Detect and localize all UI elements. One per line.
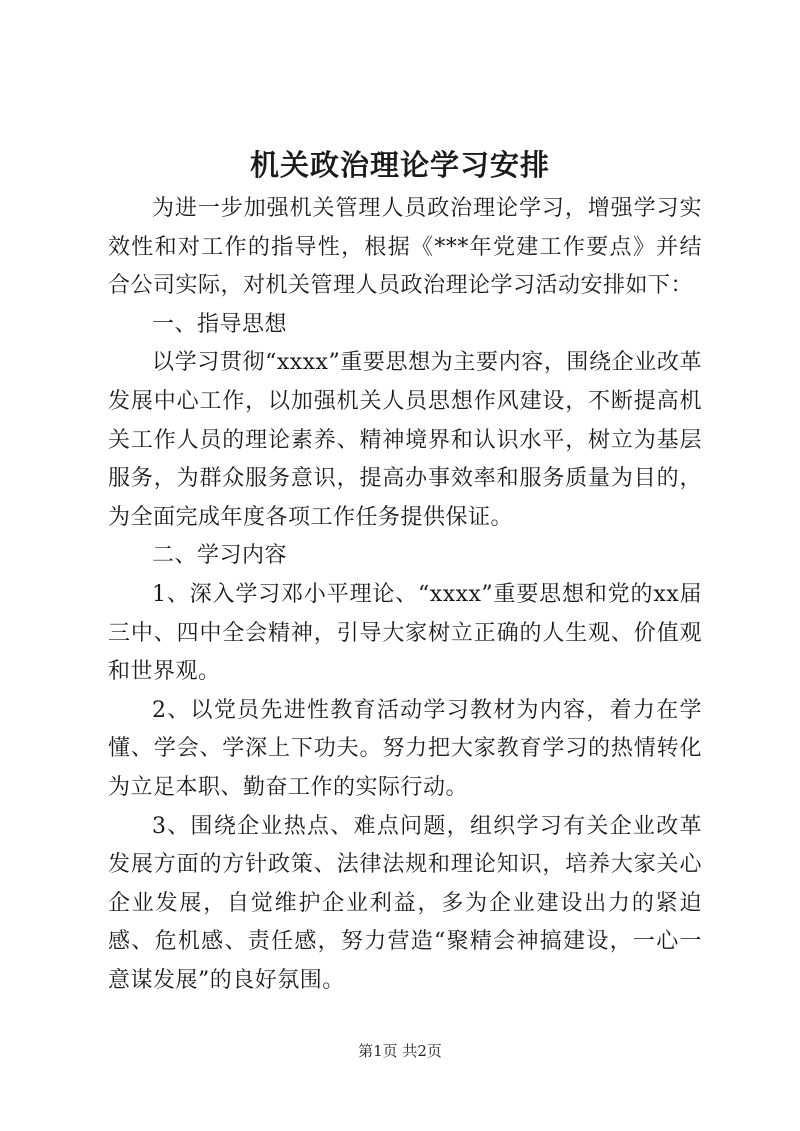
- page-footer: 第1页 共2页: [358, 1042, 442, 1060]
- section-heading-guiding-thought: 一、指导思想: [152, 311, 288, 337]
- study-item-1: 1、深入学习邓小平理论、“xxxx”重要思想和党的xx届三中、四中全会精神，引导大家树立正确的人生观、价值观和世界观。: [108, 581, 702, 685]
- study-item-2: 2、以党员先进性教育活动学习教材为内容，着力在学懂、学会、学深上下功夫。努力把大家教育学习的热情转化为立足本职、勤奋工作的实际行动。: [108, 697, 702, 800]
- intro-paragraph: 为进一步加强机关管理人员政治理论学习，增强学习实效性和对工作的指导性，根据《***年党建工作要点》并结合公司实际，对机关管理人员政治理论学习活动安排如下：: [108, 196, 702, 299]
- document-body: [108, 190, 702, 1000]
- study-item-3: 3、围绕企业热点、难点问题，组织学习有关企业改革发展方面的方针政策、法律法规和理论知识，培养大家关心企业发展，自觉维护企业利益，多为企业建设出力的紧迫感、危机感、责任感，努力营造“聚精会神搞建设，一心一意谋发展”的良好氛围。: [108, 813, 702, 993]
- document-title: 机关政治理论学习安排: [249, 148, 550, 182]
- section-heading-study-content: 二、学习内容: [152, 543, 288, 569]
- guiding-thought-paragraph: 以学习贯彻“xxxx”重要思想为主要内容，围绕企业改革发展中心工作，以加强机关人员思想作风建设，不断提高机关工作人员的理论素养、精神境界和认识水平，树立为基层服务，为群众服务意识，提高办事效率和服务质量为目的，为全面完成年度各项工作任务提供保证。: [108, 350, 702, 530]
